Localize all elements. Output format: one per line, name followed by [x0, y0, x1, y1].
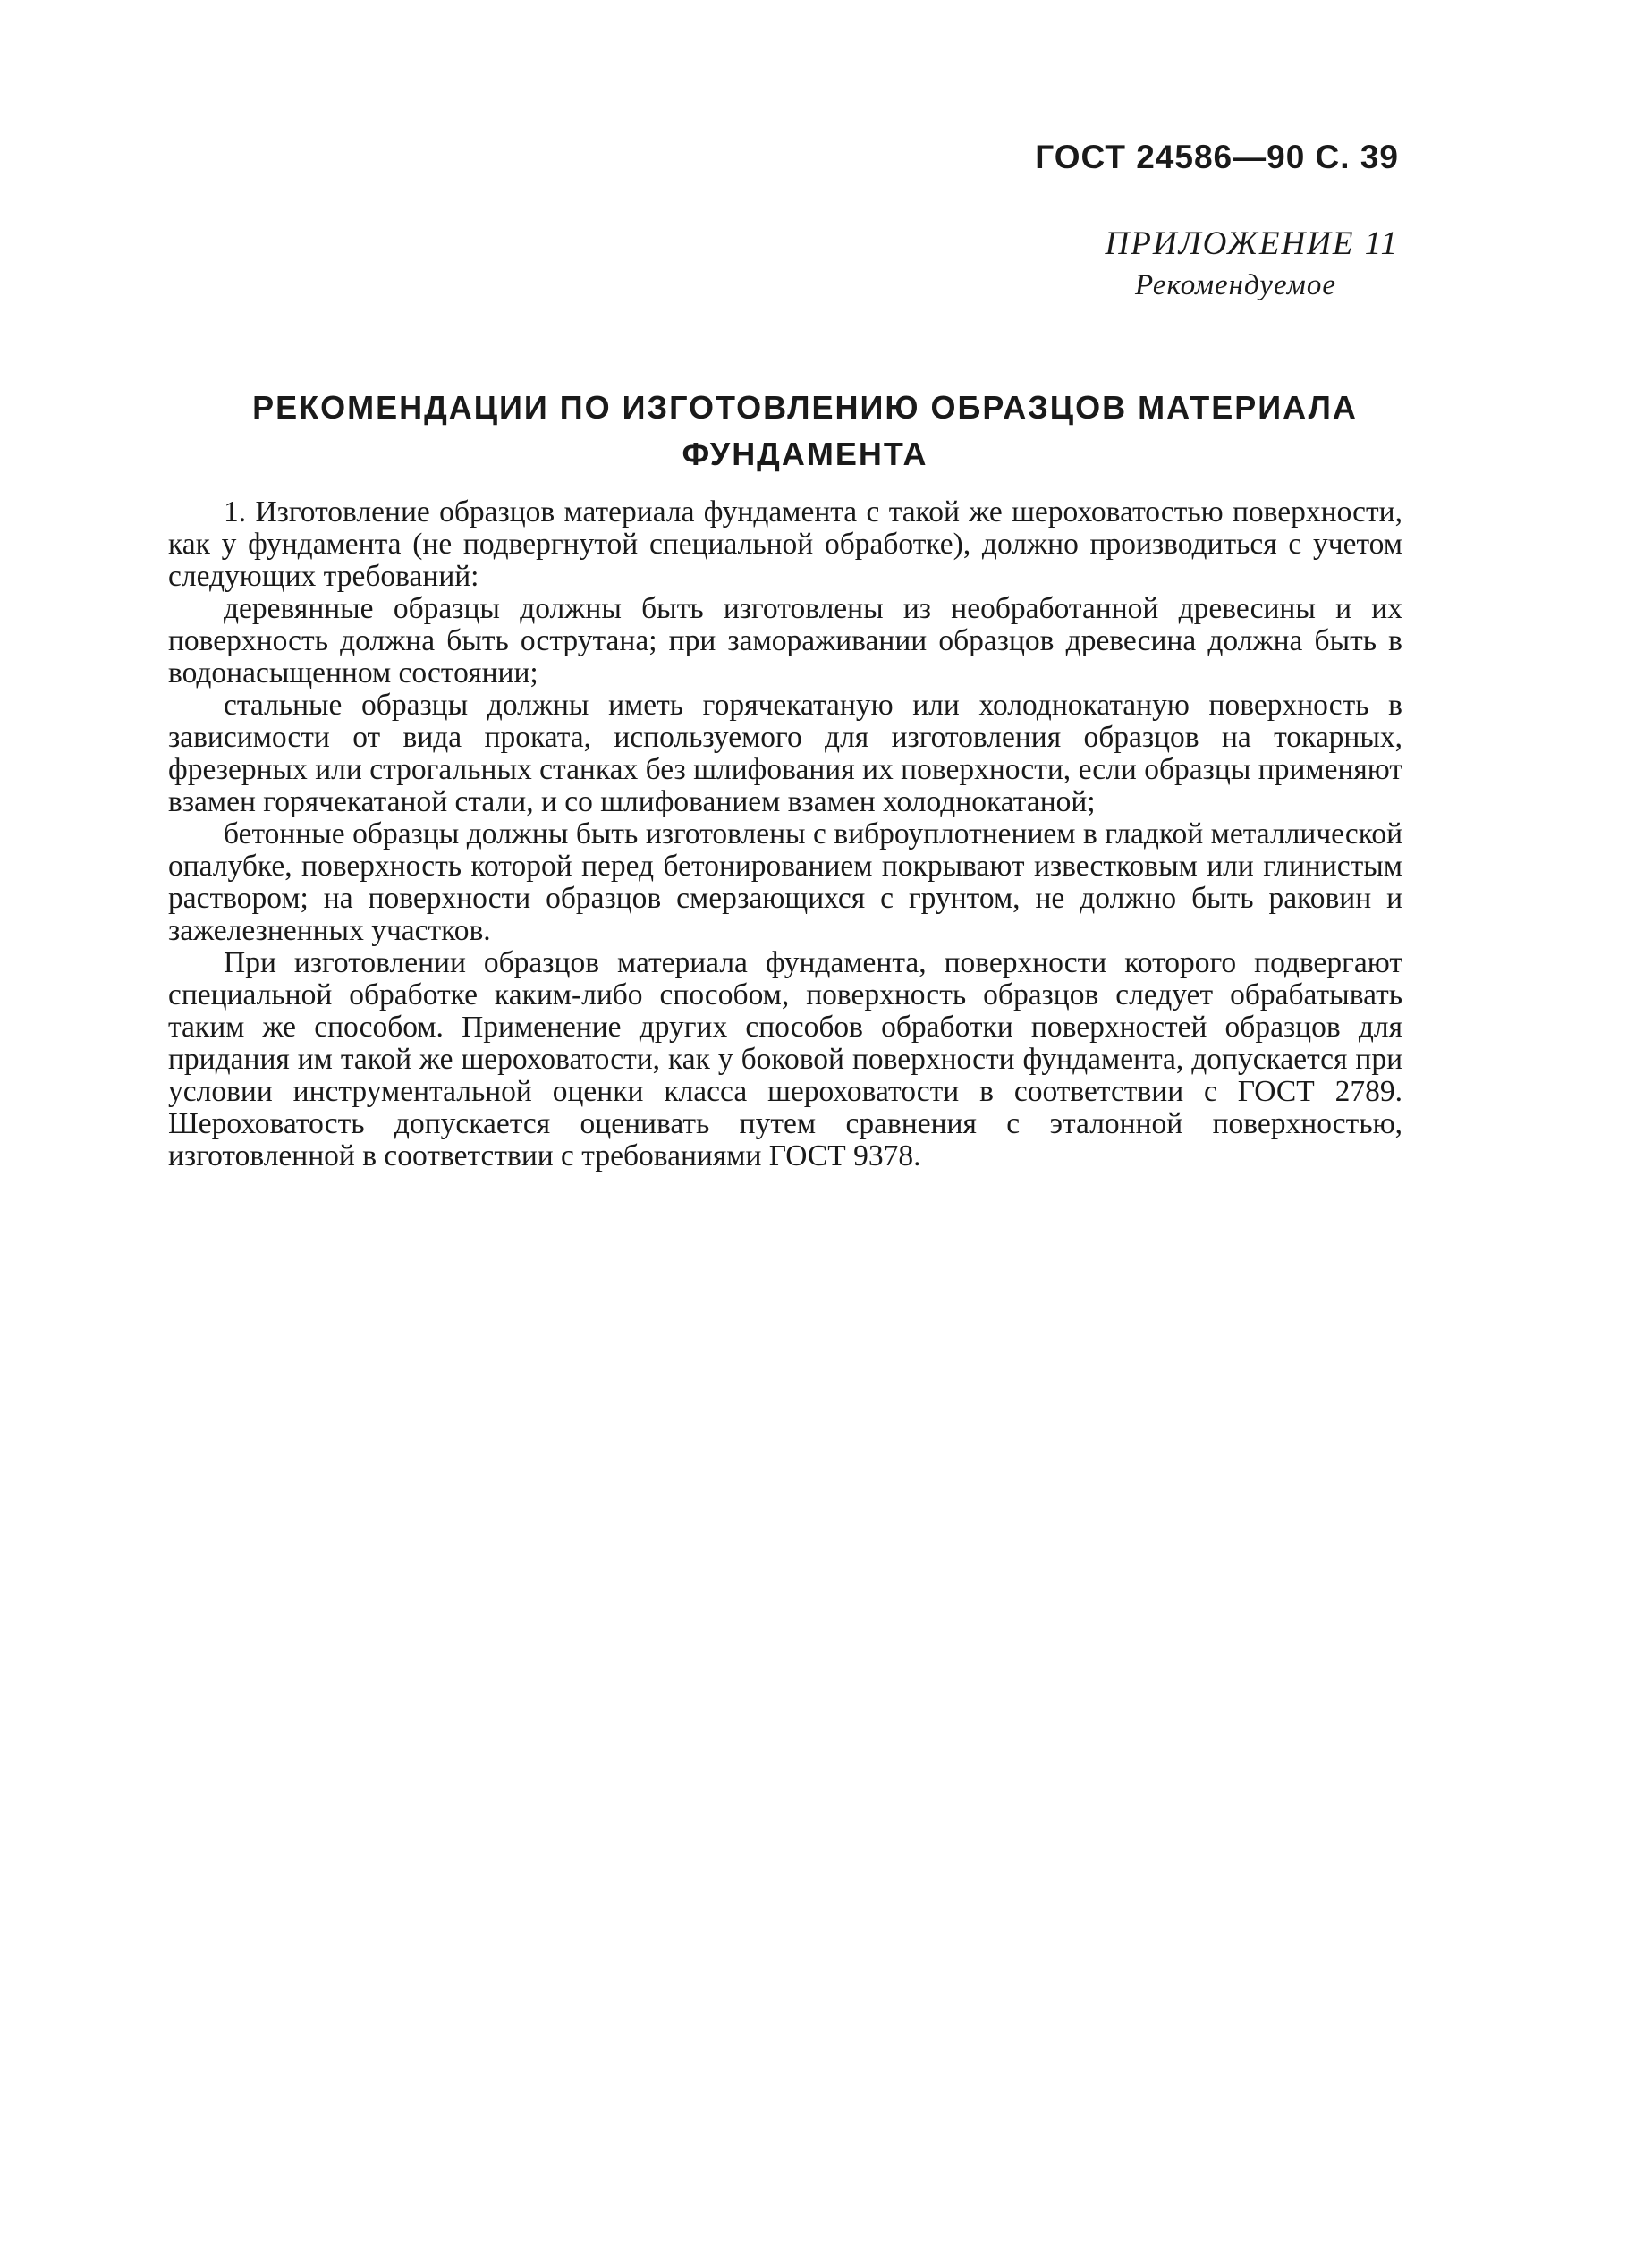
paragraph-concrete-samples: бетонные образцы должны быть изготовлены с виброуплотнением в гладкой металлической опалубке, поверхность которой перед бетонированием покрывают известковым или глинистым раствором; на поверхности образцов смерзающихся с грунтом, не должно быть раковин и зажелезненных участков.: [168, 817, 1402, 947]
appendix-status: Рекомендуемое: [1134, 269, 1336, 301]
document-title: [179, 385, 1431, 478]
paragraph-wooden-samples: деревянные образцы должны быть изготовлены из необработанной древесины и их поверхность должна быть острутана; при замораживании образцов древесина должна быть в водонасыщенном состоянии;: [168, 592, 1402, 690]
document-body: [168, 496, 1402, 1172]
page-header: ГОСТ 24586—90 С. 39: [1035, 139, 1399, 175]
appendix-label: ПРИЛОЖЕНИЕ 11: [1105, 225, 1399, 262]
paragraph-special-treatment: При изготовлении образцов материала фундамента, поверхности которого подвергают специальной обработке каким-либо способом, поверхность образцов следует обрабатывать таким же способом. Применение других способов обработки поверхностей образцов для придания им такой же шероховатости, как у боковой поверхности фундамента, допускается при условии инструментальной оценки класса шероховатости в соответствии с ГОСТ 2789. Шероховатость допускается оценивать путем сравнения с эталонной поверхностью, изготовленной в соответствии с требованиями ГОСТ 9378.: [168, 946, 1402, 1172]
paragraph-steel-samples: стальные образцы должны иметь горячекатаную или холоднокатаную поверхность в зависимости от вида проката, используемого для изготовления образцов на токарных, фрезерных или строгальных станках без шлифования их поверхности, если образцы применяют взамен горячекатаной стали, и со шлифованием взамен холоднокатаной;: [168, 689, 1402, 818]
title-line-2: ФУНДАМЕНТА: [682, 436, 928, 472]
title-line-1: РЕКОМЕНДАЦИИ ПО ИЗГОТОВЛЕНИЮ ОБРАЗЦОВ МАТЕРИАЛА: [252, 389, 1358, 426]
appendix-label-block: [1106, 224, 1399, 306]
paragraph-1: 1. Изготовление образцов материала фундамента с такой же шероховатостью поверхности, как у фундамента (не подвергнутой специальной обработке), должно производиться с учетом следующих требований:: [168, 495, 1402, 593]
